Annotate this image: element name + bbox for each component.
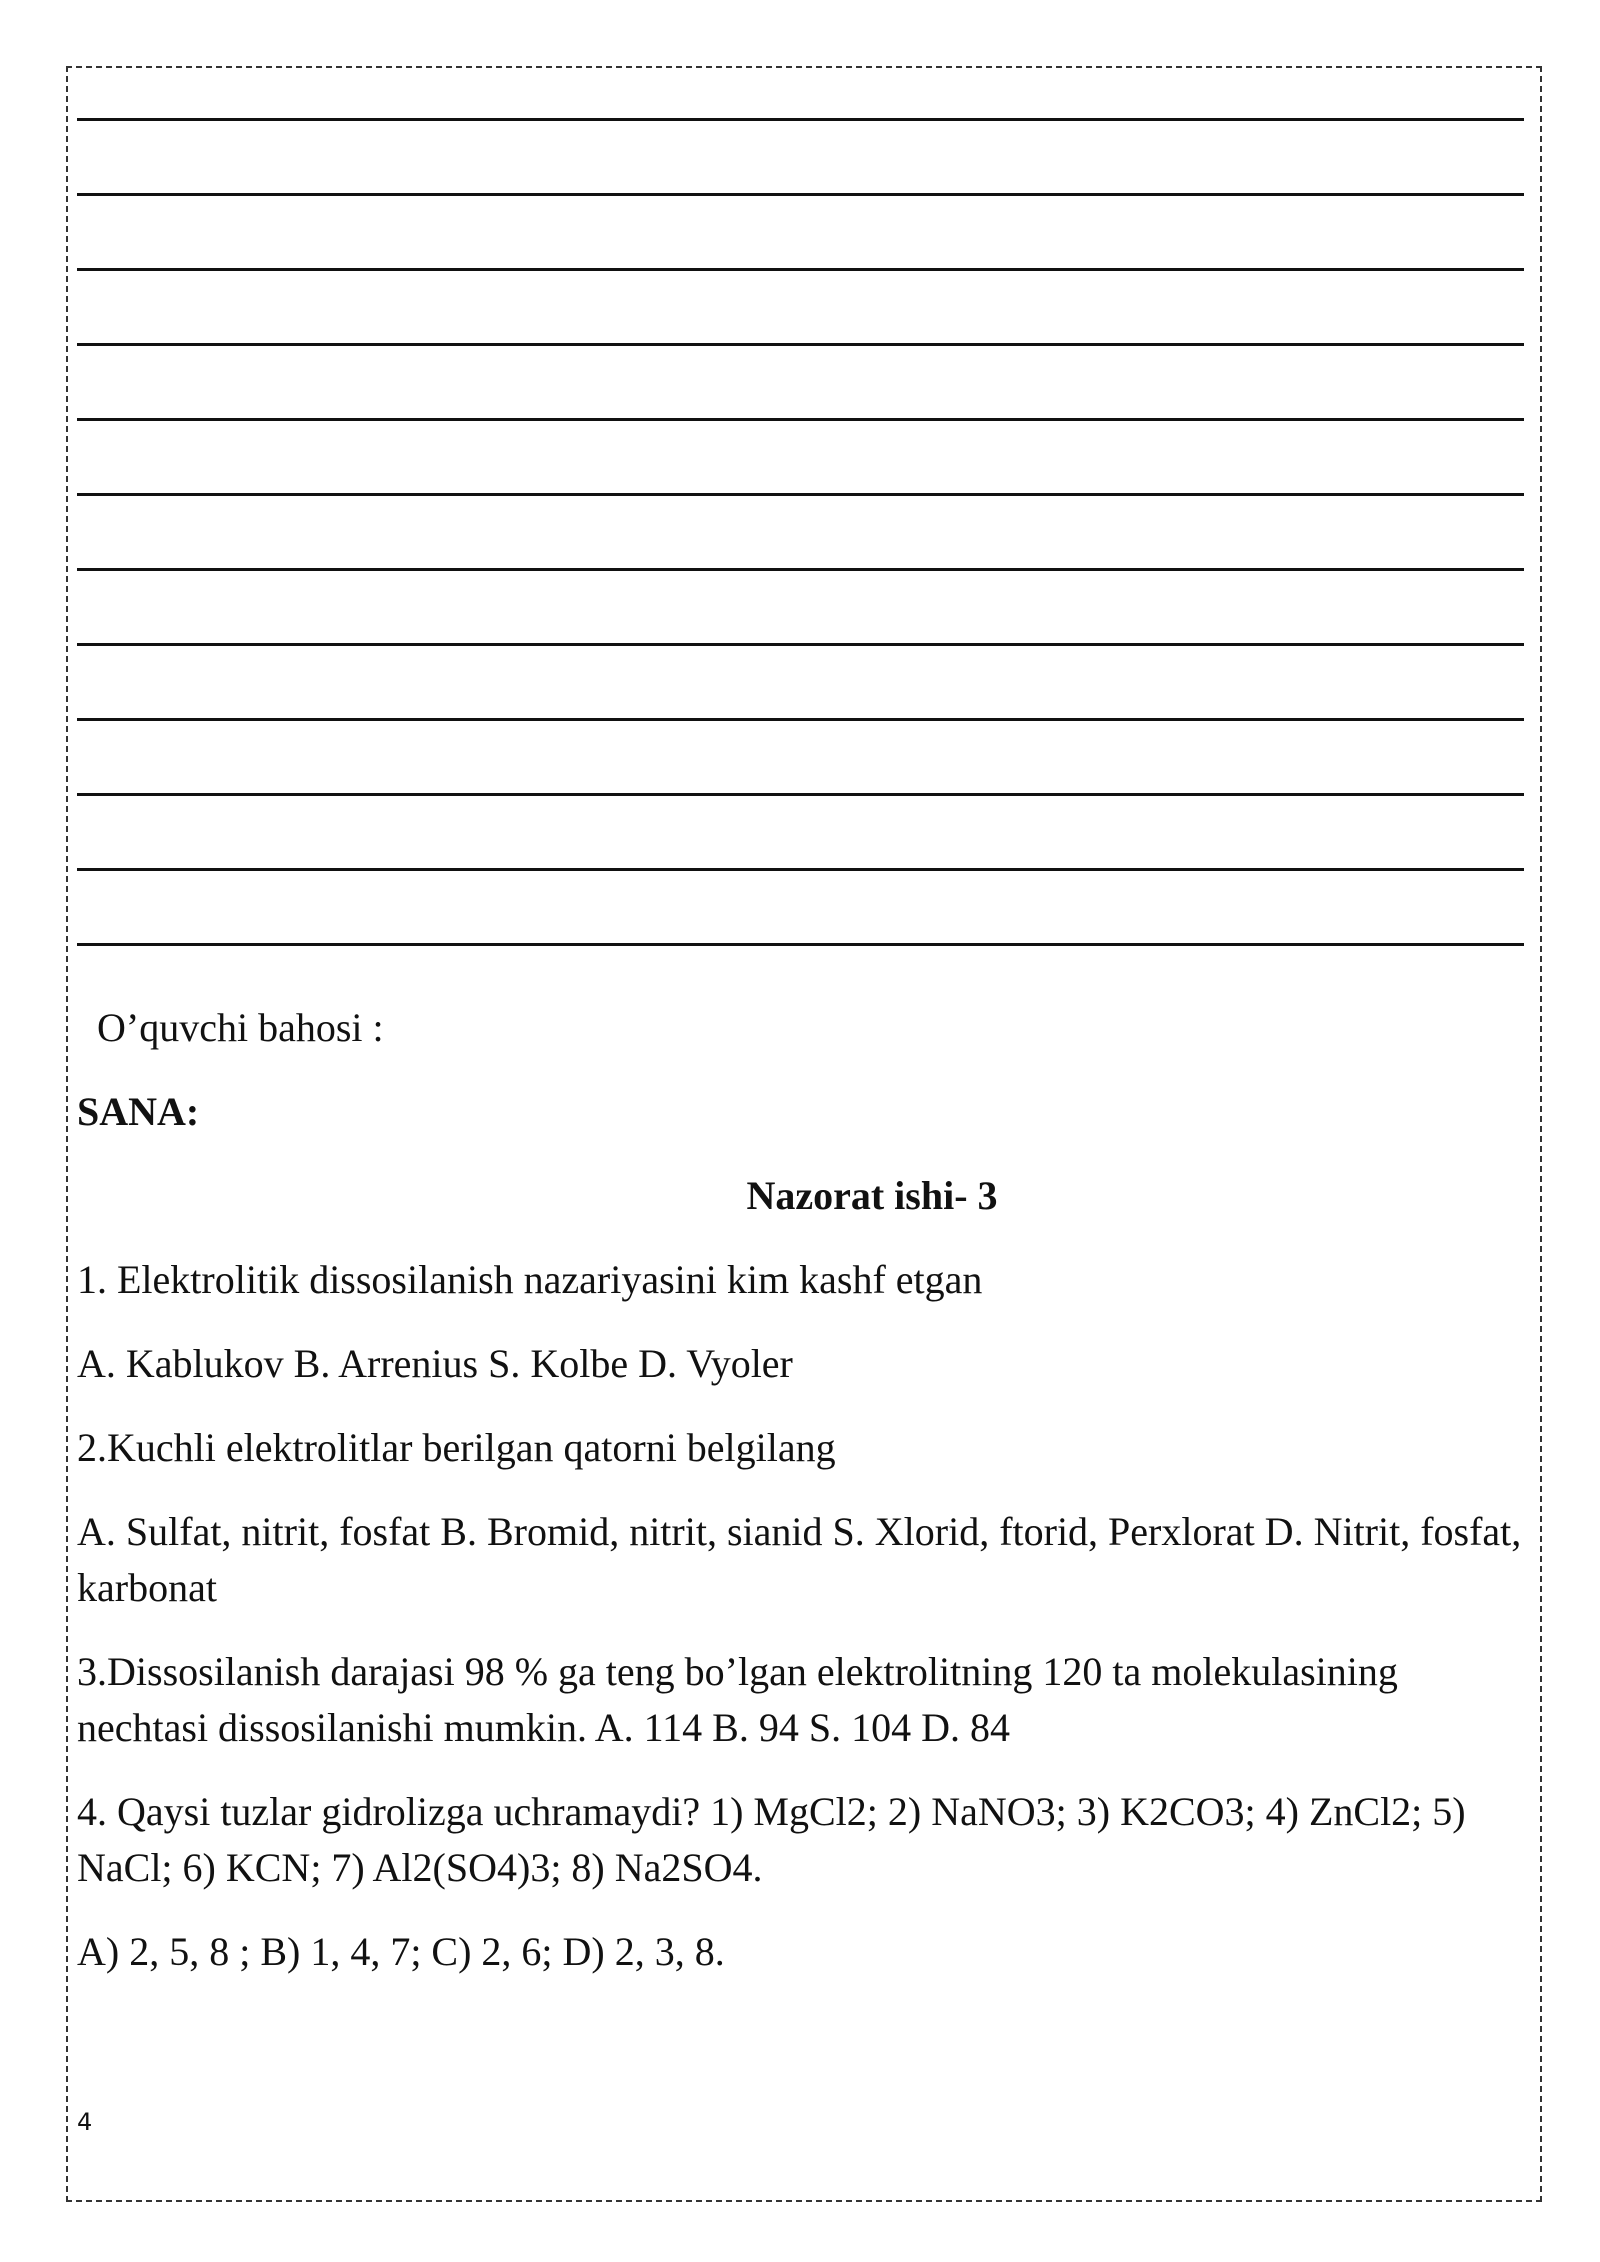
worksheet-content [77, 1000, 1527, 1980]
writing-line [77, 868, 1524, 871]
writing-line [77, 943, 1524, 946]
writing-line [77, 568, 1524, 571]
question-4-answers: A) 2, 5, 8 ; B) 1, 4, 7; C) 2, 6; D) 2, 3, 8. [77, 1929, 725, 1974]
writing-line [77, 793, 1524, 796]
student-grade-label: O’quvchi bahosi : [97, 1005, 384, 1050]
page-number: 4 [77, 2108, 93, 2136]
date-label: SANA: [77, 1089, 200, 1134]
question-1-answers: A. Kablukov B. Arrenius S. Kolbe D. Vyoler [77, 1341, 793, 1386]
question-4: 4. Qaysi tuzlar gidrolizga uchramaydi? 1) MgCl2; 2) NaNO3; 3) K2CO3; 4) ZnCl2; 5) NaCl; 6) KCN; 7) Al2(SO4)3; 8) Na2SO4. [77, 1789, 1466, 1890]
question-3: 3.Dissosilanish darajasi 98 % ga teng bo’lgan elektrolitning 120 ta molekulasining nechtasi dissosilanishi mumkin. A. 114 B. 94 S. 104 D. 84 [77, 1649, 1398, 1750]
writing-line [77, 718, 1524, 721]
question-1: 1. Elektrolitik dissosilanish nazariyasini kim kashf etgan [77, 1257, 983, 1302]
test-title: Nazorat ishi- 3 [746, 1173, 998, 1218]
writing-line [77, 418, 1524, 421]
writing-line [77, 268, 1524, 271]
writing-line [77, 118, 1524, 121]
writing-line [77, 493, 1524, 496]
question-2: 2.Kuchli elektrolitlar berilgan qatorni belgilang [77, 1425, 836, 1470]
question-2-answers: A. Sulfat, nitrit, fosfat B. Bromid, nitrit, sianid S. Xlorid, ftorid, Perxlorat D. Nitrit, fosfat, karbonat [77, 1509, 1522, 1610]
writing-line [77, 643, 1524, 646]
writing-line [77, 193, 1524, 196]
writing-line [77, 343, 1524, 346]
